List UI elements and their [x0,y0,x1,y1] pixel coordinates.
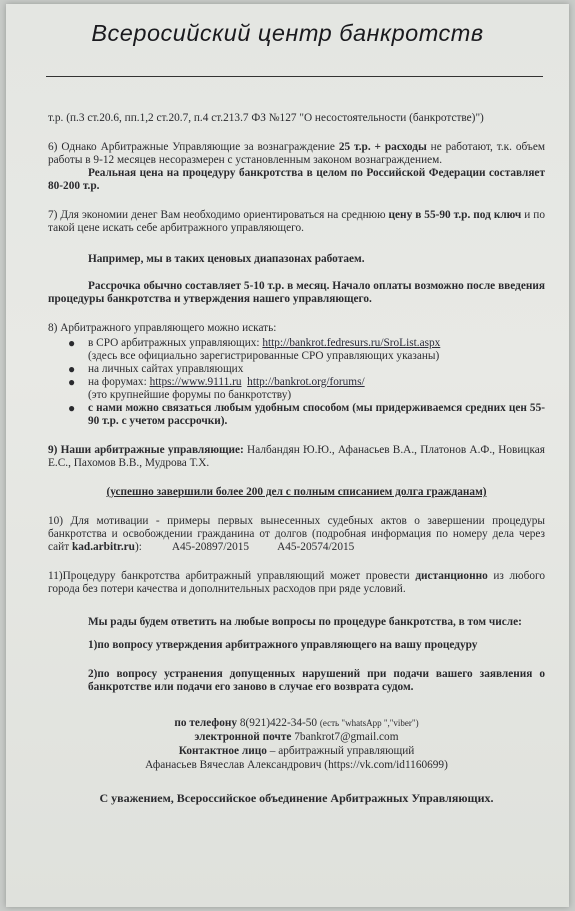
p6-text-b: не работают, т.к. объем работы в 9-12 месяцев несоразмерен с установленным законом вознаграждением. [48,141,545,166]
case-number-1: А45-20897/2015 [171,541,250,553]
paragraph-8-heading: 8) Арбитражного управляющего можно искать: [48,322,277,334]
success-note [48,486,545,499]
p6-bold: 25 т.р. + расходы [338,141,427,153]
bullet-icon: ● [68,375,76,389]
paragraph-10 [48,515,545,554]
forum-link-9111[interactable]: https://www.9111.ru [149,376,242,388]
title-divider [46,76,543,77]
paragraph-6 [48,141,545,167]
document-body [48,112,545,805]
success-text: (успешно завершили более 200 дел с полным списанием долга гражданам) [106,486,487,498]
list-item [68,336,545,350]
installment-paragraph: Рассрочка обычно составляет 5-10 т.р. в месяц. Начало оплаты возможно после введения процедуры банкротства и утверждения нашего управляющего. [48,280,545,305]
p10-close: ): [134,541,142,553]
list-item [68,401,545,428]
email-address[interactable]: 7bankrot7@gmail.com [291,731,399,743]
contact-person-line [48,744,545,758]
document-page [6,4,569,907]
bullet-icon: ● [68,362,76,376]
signature-line: С уважением, Всероссийское объединение Арбитражных Управляющих. [99,791,494,805]
paragraph-7 [48,209,545,235]
email-line [48,730,545,744]
phone-number[interactable]: 8(921)422-34-50 [237,717,320,729]
p7-bold: цену в 55-90 т.р. под ключ [388,209,522,221]
contact-name-line: Афанасьев Вячеслав Александрович (https://vk.com/id1160699) [145,759,448,771]
page-title: Всеросийский центр банкротств [91,20,484,46]
p11-bold: дистанционно [415,570,488,582]
bullet-icon: ● [68,336,76,350]
sro-link[interactable]: http://bankrot.fedresurs.ru/SroList.aspx [262,337,441,349]
p11-text-b: из любого города без потери качества и дополнительных расходов при ряде условий. [48,570,545,595]
questions-intro: Мы рады будем ответить на любые вопросы по процедуре банкротства, в том числе: [88,616,522,628]
example-paragraph: Например, мы в таких ценовых диапазонах работаем. [88,253,365,265]
list-item [68,362,545,376]
intro-paragraph: т.р. (п.3 ст.20.6, пп.1,2 ст.20.7, п.4 ст.213.7 ФЗ №127 "О несостоятельности (банкротстве)") [48,112,484,124]
list-item [68,375,545,389]
kad-site: kad.arbitr.ru [71,541,135,553]
forum-link-bankrot[interactable]: http://bankrot.org/forums/ [247,376,365,388]
paragraph-11 [48,570,545,596]
list-item-text: с нами можно связаться любым удобным способом (мы придерживаемся средних цен 55-90 т.р. с учетом рассрочки). [88,402,545,427]
question-1: 1)по вопросу утверждения арбитражного управляющего на вашу процедуру [88,639,478,651]
phone-line [48,716,545,730]
case-number-2: А45-20574/2015 [277,541,355,553]
question-2: 2)по вопросу устранения допущенных нарушений при подачи вашего заявления о банкротстве или подачи его заново в случае его возврата судом. [88,668,545,693]
list-item-note: (это крупнейшие форумы по банкротству) [88,389,292,401]
list-item-note: (здесь все официально зарегистрированные СРО управляющих указаны) [88,350,440,362]
email-label: электронной почте [194,731,292,743]
p9-text: Налбандян Ю.Ю., Афанасьев В.А., Платонов А.Ф., Новицкая Е.С., Пахомов В.В., Мудрова Т.Х. [48,444,545,469]
p7-text-a: 7) Для экономии денег Вам необходимо ориентироваться на среднюю [48,209,389,221]
bullet-icon: ● [68,401,76,415]
contact-role: – арбитражный управляющий [266,745,415,757]
real-price-paragraph: Реальная цена на процедуру банкротства в целом по Российской Федерации составляет 80-200 т.р. [48,167,545,192]
list-item-text: на личных сайтах управляющих [88,363,244,375]
p11-text-a: 11)Процедуру банкротства арбитражный управляющий может провести [48,570,416,582]
contact-block [48,716,545,772]
p7-text-b: и по такой цене искать себе арбитражного управляющего. [48,209,546,234]
contact-label: Контактное лицо [178,745,267,757]
p10-text: 10) Для мотивации - примеры первых вынесенных судебных актов о завершении процедуры банкротства и освобождении гражданина от долгов (подробная информация по номеру дела через сайт [48,515,545,553]
list-item-text: на форумах: [88,376,150,388]
phone-label: по телефону [174,717,238,729]
p6-text-a: 6) Однако Арбитражные Управляющие за вознаграждение [48,141,339,153]
phone-note: (есть "whatsApp ","viber") [319,718,419,728]
list-item-text: в СРО арбитражных управляющих: [88,337,263,349]
search-options-list [48,337,545,428]
paragraph-9 [48,444,545,470]
p9-bold: 9) Наши арбитражные управляющие: [48,444,244,456]
